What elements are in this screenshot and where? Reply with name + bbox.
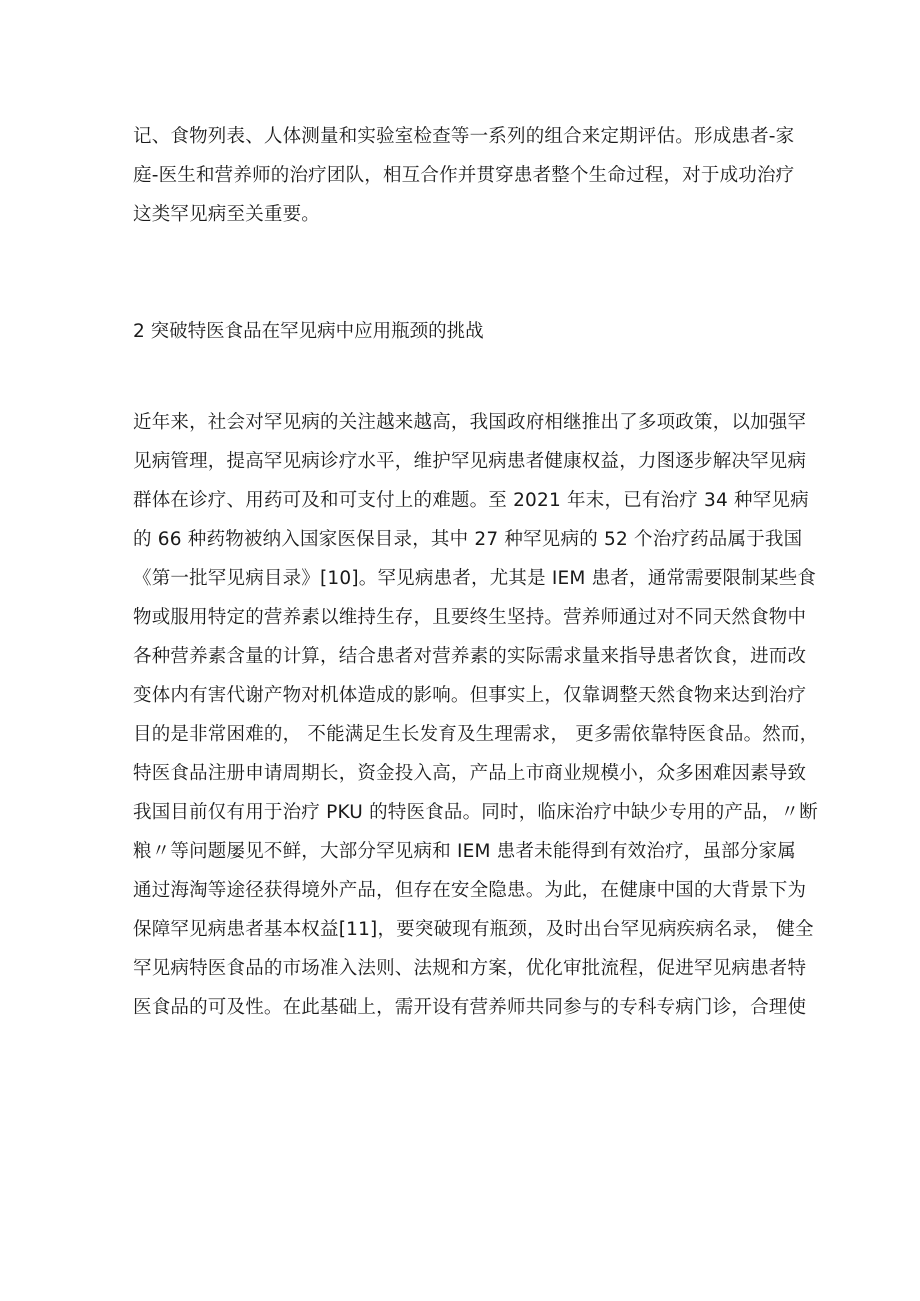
paragraph-continued	[133, 117, 794, 234]
paragraph-body	[133, 403, 818, 1027]
text-line: 见病管理，提高罕见病诊疗水平，维护罕见病患者健康权益，力图逐步解决罕见病	[133, 451, 807, 472]
text-line: 目的是非常困难的， 不能满足生长发育及生理需求， 更多需依靠特医食品。然而，	[133, 724, 819, 745]
text-line: 各种营养素含量的计算，结合患者对营养素的实际需求量来指导患者饮食，进而改	[133, 646, 807, 667]
text-line: 医食品的可及性。在此基础上，需开设有营养师共同参与的专科专病门诊，合理使	[133, 997, 807, 1018]
text-line: 粮〃等问题屡见不鲜，大部分罕见病和 IEM 患者未能得到有效治疗，虽部分家属	[133, 841, 796, 862]
section-heading: 2 突破特医食品在罕见病中应用瓶颈的挑战	[133, 321, 484, 342]
text-line: 近年来，社会对罕见病的关注越来越高，我国政府相继推出了多项政策，以加强罕	[133, 412, 807, 433]
text-line: 的 66 种药物被纳入国家医保目录，其中 27 种罕见病的 52 个治疗药品属于我国	[133, 529, 803, 550]
text-line: 这类罕见病至关重要。	[133, 204, 321, 225]
text-line: 记、食物列表、人体测量和实验室检查等一系列的组合来定期评估。形成患者-家	[133, 126, 795, 147]
text-line: 物或服用特定的营养素以维持生存，且要终生坚持。营养师通过对不同天然食物中	[133, 607, 807, 628]
text-line: 罕见病特医食品的市场准入法则、法规和方案，优化审批流程，促进罕见病患者特	[133, 958, 807, 979]
text-line: 特医食品注册申请周期长，资金投入高，产品上市商业规模小，众多困难因素导致	[133, 763, 807, 784]
text-line: 通过海淘等途径获得境外产品，但存在安全隐患。为此，在健康中国的大背景下为	[133, 880, 807, 901]
text-line: 《第一批罕见病目录》[10]。罕见病患者，尤其是 IEM 患者，通常需要限制某些食	[133, 568, 817, 589]
text-line: 变体内有害代谢产物对机体造成的影响。但事实上，仅靠调整天然食物来达到治疗	[133, 685, 807, 706]
text-line: 我国目前仅有用于治疗 PKU 的特医食品。同时，临床治疗中缺少专用的产品，〃断	[133, 802, 818, 823]
text-line: 庭-医生和营养师的治疗团队，相互合作并贯穿患者整个生命过程，对于成功治疗	[133, 165, 795, 186]
text-line: 群体在诊疗、用药可及和可支付上的难题。至 2021 年末，已有治疗 34 种罕见病	[133, 490, 809, 511]
text-line: 保障罕见病患者基本权益[11]，要突破现有瓶颈，及时出台罕见病疾病名录， 健全	[133, 919, 814, 940]
